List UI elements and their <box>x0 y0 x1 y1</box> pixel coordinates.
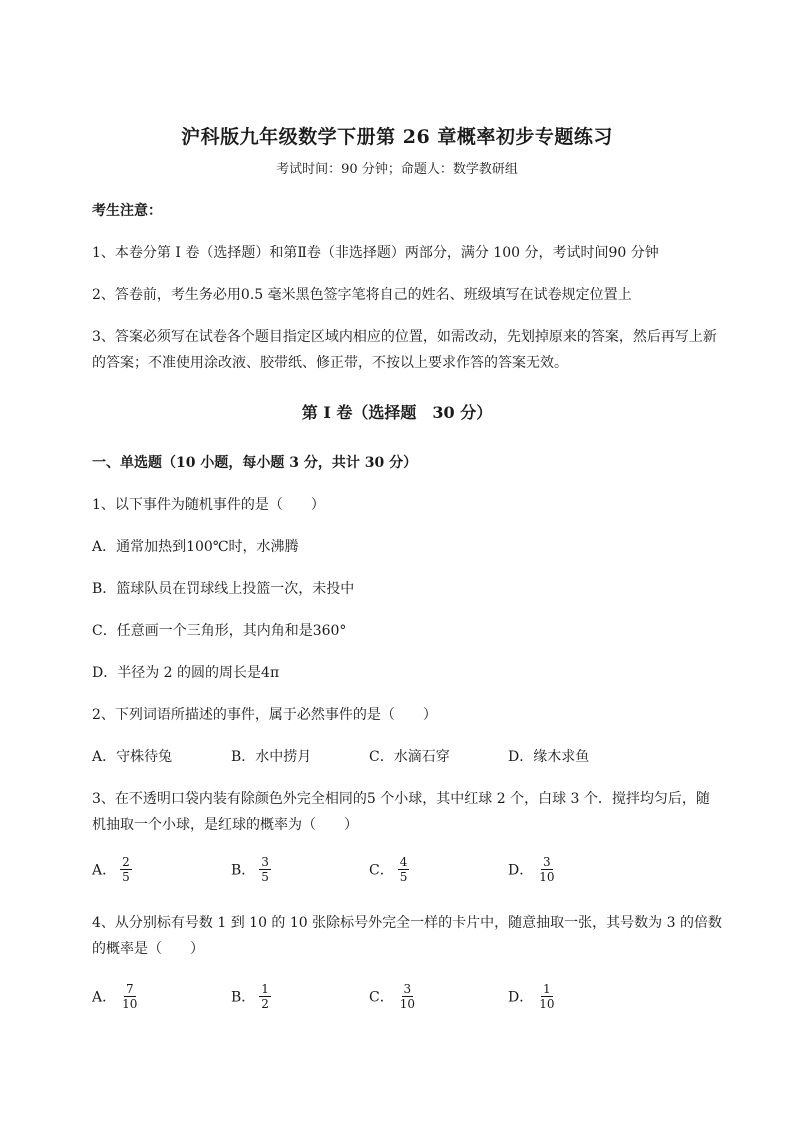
part-heading: 一、单选题（10 小题，每小题 3 分，共计 30 分） <box>92 455 418 471</box>
question-4-option-a <box>92 982 139 1011</box>
section-title: 第 I 卷（选择题 30 分） <box>301 403 493 422</box>
fraction <box>120 982 139 1011</box>
fraction-denominator: 5 <box>399 870 408 884</box>
exam-title: 沪科版九年级数学下册第 26 章概率初步专题练习 <box>181 126 613 148</box>
question-4-stem-line-1: 4、从分别标有号数 1 到 10 的 10 张除标号外完全一样的卡片中，随意抽取一张，其号数为 3 的倍数 <box>92 915 722 931</box>
fraction-denominator: 10 <box>539 870 555 884</box>
fraction-numerator: 3 <box>403 982 412 996</box>
notice-item-3: 3、答案必须写在试卷各个题目指定区域内相应的位置，如需改动，先划掉原来的答案，然后再写上新 <box>92 329 717 345</box>
fraction-denominator: 10 <box>399 997 415 1011</box>
question-1-stem: 1、以下事件为随机事件的是（ ） <box>92 497 325 513</box>
fraction <box>537 982 556 1011</box>
fraction-denominator: 5 <box>122 870 130 884</box>
notice-item-2: 2、答卷前，考生务必用0.5 毫米黑色签字笔将自己的姓名、班级填写在试卷规定位置上 <box>92 287 632 303</box>
fraction <box>398 855 410 884</box>
question-2-option-d: D．缘木求鱼 <box>508 749 590 765</box>
fraction <box>259 855 271 884</box>
fraction <box>120 855 132 884</box>
question-2-option-c: C．水滴石穿 <box>369 749 450 765</box>
question-3-option-b <box>231 855 271 884</box>
question-2-option-a: A．守株待兔 <box>92 749 173 765</box>
fraction-numerator: 4 <box>399 855 408 869</box>
option-label: B． <box>231 989 256 1006</box>
fraction <box>398 982 417 1011</box>
notice-item-3-continued: 的答案；不准使用涂改液、胶带纸、修正带，不按以上要求作答的答案无效。 <box>92 355 568 371</box>
notice-heading: 考生注意： <box>92 203 162 219</box>
fraction-denominator: 5 <box>261 870 269 884</box>
fraction-numerator: 1 <box>543 982 551 996</box>
option-label: A． <box>92 989 117 1006</box>
question-2-stem: 2、下列词语所描述的事件，属于必然事件的是（ ） <box>92 707 437 723</box>
fraction-denominator: 10 <box>539 997 555 1011</box>
option-label: A． <box>92 862 117 879</box>
question-1-option-c: C．任意画一个三角形，其内角和是360° <box>92 623 347 639</box>
question-1-option-d: D．半径为 2 的圆的周长是4π <box>92 665 280 681</box>
option-label: D． <box>508 862 534 879</box>
question-4-stem-line-2: 的概率是（ ） <box>92 941 204 957</box>
option-label: B． <box>231 862 256 879</box>
question-3-stem-line-1: 3、在不透明口袋内装有除颜色外完全相同的5 个小球，其中红球 2 个，白球 3 个．搅拌均匀后，随 <box>92 791 710 807</box>
fraction-numerator: 1 <box>261 982 269 996</box>
notice-item-1: 1、本卷分第 I 卷（选择题）和第Ⅱ卷（非选择题）两部分，满分 100 分，考试时间90 分钟 <box>92 245 659 261</box>
fraction-numerator: 3 <box>543 855 551 869</box>
question-3-option-a <box>92 855 132 884</box>
option-label: D． <box>508 989 534 1006</box>
question-3-stem-line-2: 机抽取一个小球，是红球的概率为（ ） <box>92 817 358 833</box>
question-4-option-c <box>369 982 417 1011</box>
question-3-option-c <box>369 855 409 884</box>
fraction-numerator: 2 <box>122 855 130 869</box>
question-3-option-d <box>508 855 557 884</box>
option-label: C． <box>369 862 394 879</box>
exam-subtitle: 考试时间：90 分钟；命题人：数学教研组 <box>276 162 518 177</box>
question-4-option-b <box>231 982 271 1011</box>
fraction <box>537 855 556 884</box>
fraction-denominator: 10 <box>122 997 138 1011</box>
question-2-option-b: B．水中捞月 <box>231 749 312 765</box>
fraction-denominator: 2 <box>261 997 269 1011</box>
question-1-option-b: B．篮球队员在罚球线上投篮一次，未投中 <box>92 581 355 597</box>
question-4-option-d <box>508 982 557 1011</box>
fraction-numerator: 3 <box>261 855 269 869</box>
fraction-numerator: 7 <box>125 982 134 996</box>
question-1-option-a: A．通常加热到100℃时，水沸腾 <box>92 539 299 555</box>
fraction <box>259 982 271 1011</box>
option-label: C． <box>369 989 394 1006</box>
